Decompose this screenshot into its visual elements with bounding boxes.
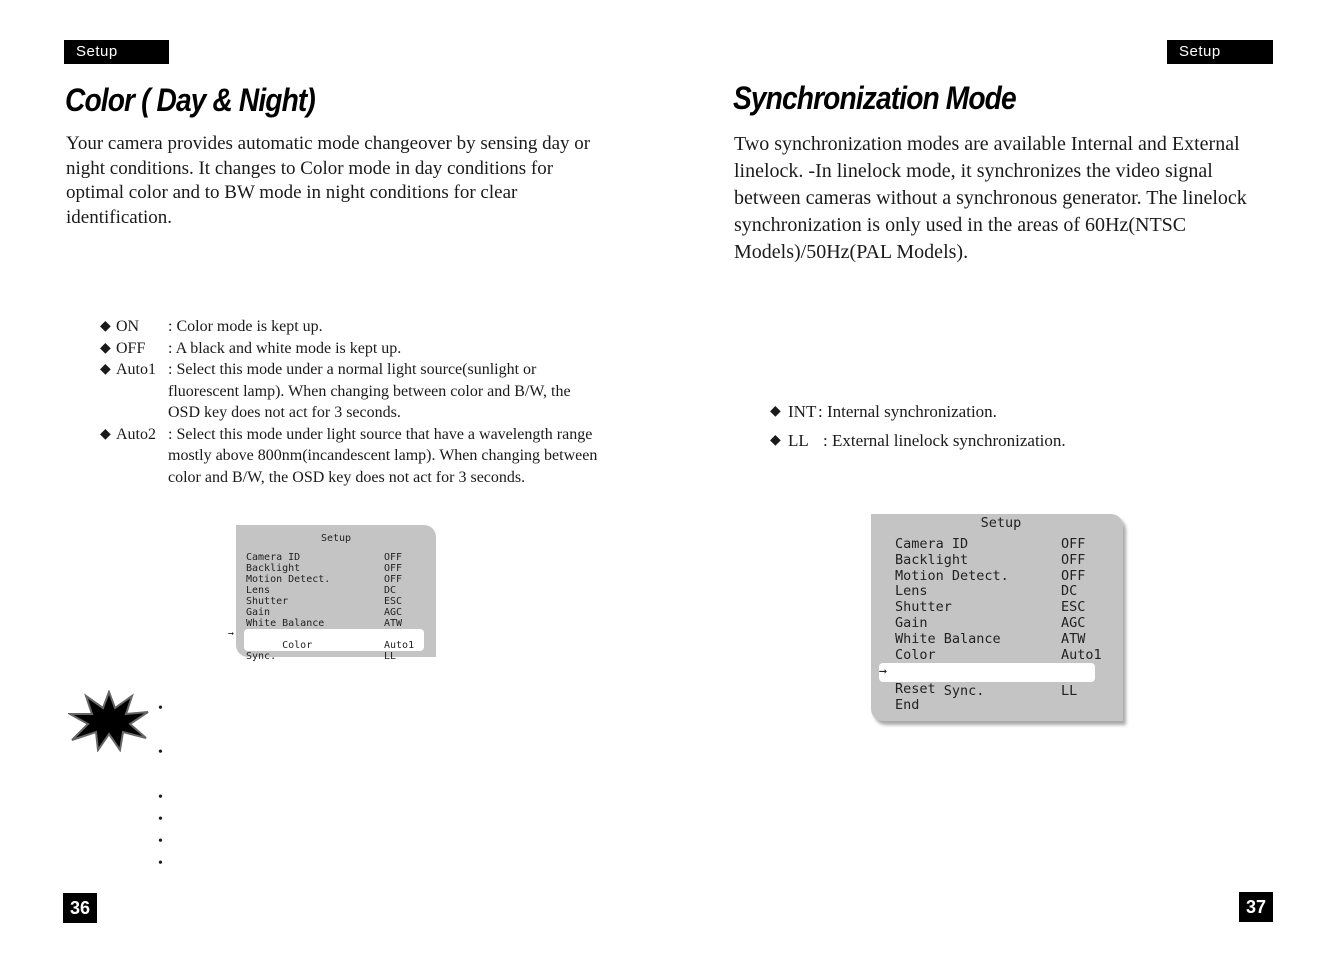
option-auto1 (100, 359, 600, 424)
page-number-right: 37 (1239, 892, 1273, 922)
option-ll (770, 426, 1190, 455)
menu-title: Setup (320, 533, 352, 544)
color-options-list (100, 316, 600, 488)
menu-items (879, 536, 1111, 714)
option-on (100, 316, 600, 338)
menu-item: Reset (895, 681, 936, 698)
page-title-left: Color ( Day & Night) (65, 82, 315, 118)
note-bullet: • (158, 812, 163, 827)
menu-item: White Balance ATW (895, 630, 1086, 647)
menu-item: Motion Detect. OFF (895, 567, 1086, 584)
selection-arrow-icon: ➞ (228, 629, 235, 640)
section-tag-right: Setup Menu (1167, 40, 1273, 64)
note-bullet: • (158, 834, 163, 849)
menu-item: Motion Detect. OFF (246, 574, 403, 585)
menu-item: Gain AGC (895, 614, 1086, 631)
diamond-bullet-icon: ◆ (100, 362, 111, 377)
osd-menu-right (871, 514, 1123, 721)
page-number-left: 36 (63, 893, 97, 923)
diamond-bullet-icon: ◆ (100, 426, 111, 442)
menu-item: Backlight OFF (246, 563, 403, 574)
menu-item-selected: ➞ Sync. LL (879, 663, 1095, 682)
menu-item: Shutter ESC (895, 599, 1086, 616)
note-bullet: • (158, 790, 163, 805)
section-tag-left: Setup Menu (64, 40, 169, 64)
diamond-bullet-icon: ◆ (100, 340, 111, 356)
sync-options-list (770, 397, 1190, 455)
option-desc: : A black and white mode is kept up. (168, 339, 402, 357)
option-desc: : External linelock synchronization. (823, 431, 1066, 450)
option-desc: : Select this mode under a normal light source(sunlight or fluorescent lamp). When changing between color and B/W, the OSD key does not act for 3 seconds. (168, 361, 571, 421)
option-desc: : Color mode is kept up. (168, 318, 323, 335)
option-key: ON (116, 318, 140, 335)
menu-item: Gain AGC (246, 607, 403, 618)
intro-paragraph-right: Two synchronization modes are available Internal and External linelock. -In linelock mode, it synchronizes the video signal between cameras without a synchronous generator. The linelock synchronization is only used in the areas of 60Hz(NTSC Models)/50Hz(PAL Models). (734, 133, 1247, 263)
diamond-bullet-icon: ◆ (770, 404, 781, 419)
option-desc: : Internal synchronization. (818, 402, 997, 421)
menu-item: Camera ID OFF (895, 536, 1086, 552)
intro-paragraph-left: Your camera provides automatic mode changeover by sensing day or night conditions. It changes to Color mode in day conditions for optimal color and to BW mode in night conditions for clear identification. (66, 133, 591, 228)
option-desc: : Select this mode under light source that have a wavelength range mostly above 800nm(incandescent lamp). When changing between color and B/W, the OSD key does not act for 3 seconds. (168, 425, 598, 486)
option-key: INT (788, 402, 817, 421)
option-off (100, 338, 600, 360)
option-key: Auto1 (116, 361, 156, 378)
osd-menu-left (228, 525, 436, 662)
diamond-bullet-icon: ◆ (770, 433, 781, 448)
menu-item-selected: ➞ Color Auto1 (244, 629, 424, 651)
selection-arrow-icon: ➞ (879, 664, 888, 681)
menu-item: Lens DC (895, 583, 1078, 600)
diamond-bullet-icon: ◆ (100, 319, 111, 334)
menu-title: Setup (980, 515, 1022, 531)
menu-item: Backlight OFF (895, 551, 1086, 568)
menu-item: White Balance ATW (246, 618, 403, 629)
option-key: LL (788, 431, 809, 450)
page-title-right: Synchronization Mode (733, 80, 1016, 116)
note-bullet: • (158, 701, 163, 716)
menu-item: Sync. LL (246, 651, 397, 662)
menu-item: Shutter ESC (246, 596, 403, 607)
menu-items (228, 552, 426, 662)
option-key: OFF (116, 339, 146, 357)
menu-item: End (895, 697, 920, 714)
note-bullet: • (158, 745, 163, 760)
option-int (770, 397, 1190, 426)
menu-item: Camera ID OFF (246, 552, 403, 563)
option-auto2 (100, 424, 600, 489)
note-bullet: • (158, 856, 163, 871)
option-key: Auto2 (116, 425, 156, 443)
starburst-note-icon (68, 690, 150, 752)
menu-item: Color Auto1 (895, 646, 1102, 663)
menu-item: Lens DC (246, 585, 397, 596)
